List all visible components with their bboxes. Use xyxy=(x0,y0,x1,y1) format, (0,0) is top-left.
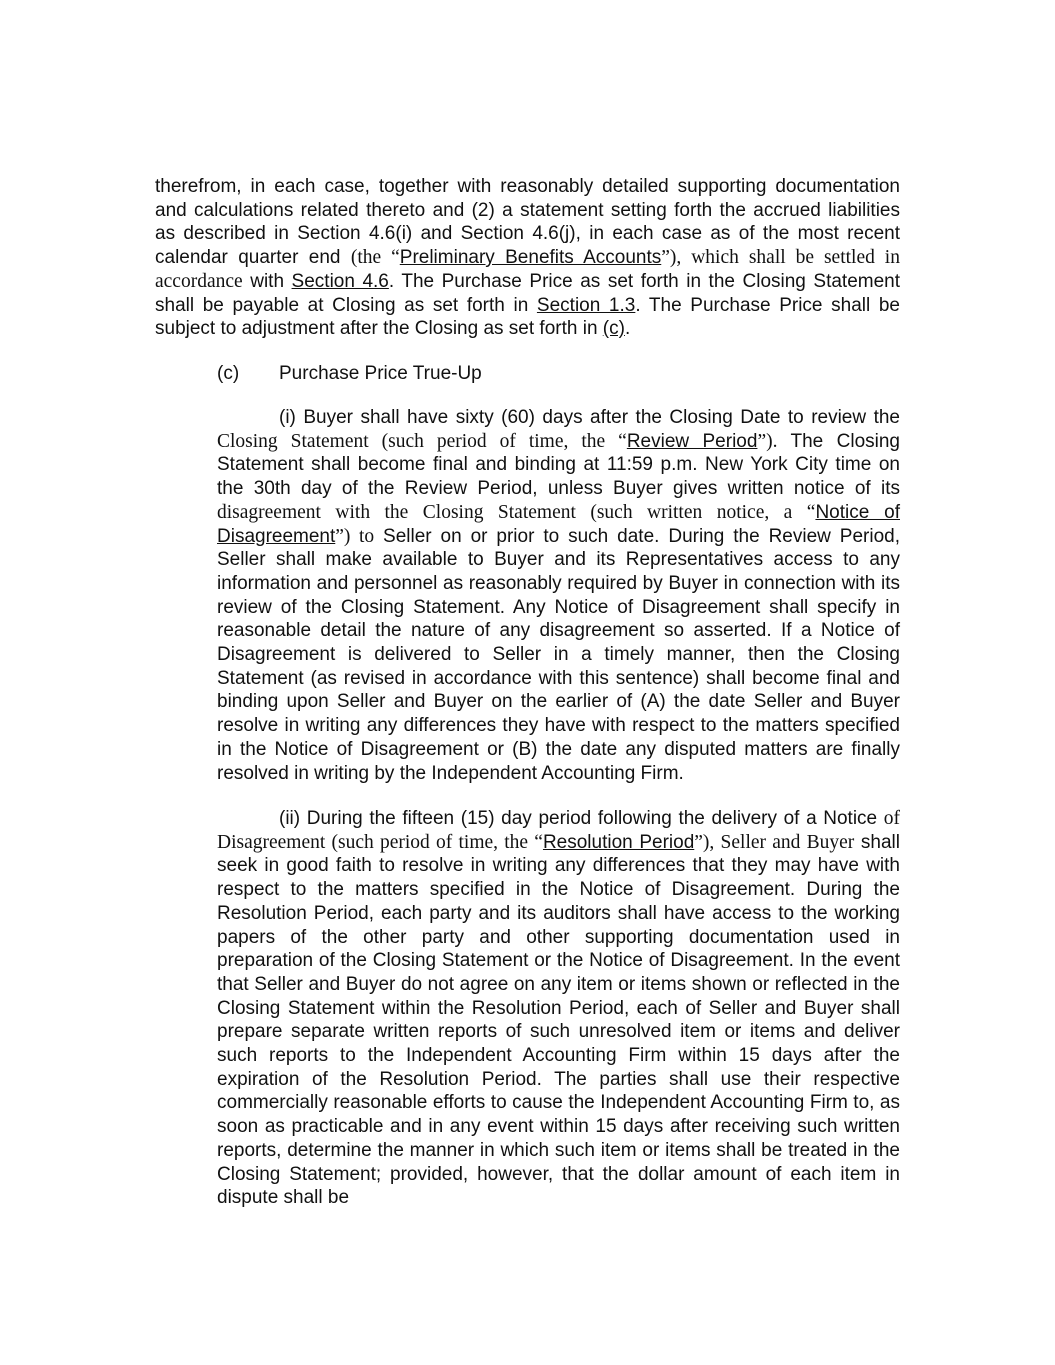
paragraph-review-period xyxy=(217,406,900,785)
paragraph-purchase-price xyxy=(155,175,900,341)
section-title: Purchase Price True-Up xyxy=(279,363,482,384)
text-run: (the “ xyxy=(350,247,400,269)
text-run: Closing Statement (such period of time, the “ xyxy=(217,430,627,452)
defined-term-preliminary-benefits-accounts: Preliminary Benefits Accounts xyxy=(399,247,662,269)
section-heading-c xyxy=(217,362,717,386)
text-run: . The Purchase Price shall be subject to adjustment after the Closing as set forth in xyxy=(155,294,900,340)
text-run: therefrom, in each case, together with reasonably detailed supporting documentation and calculations related thereto and (2) a statement setting forth the accrued liabilities as described in Section 4.6(i) and Section 4.6(j), in each case as of the most recent calendar quarter end xyxy=(155,176,900,269)
text-run: shall seek in good faith to resolve in writing any differences that they may have with respect to the matters specified in the Notice of Disagreement. During the Resolution Period, each party and its auditors shall have access to the working papers of the other party and other supporting documentation used in preparation of the Closing Statement or the Notice of Disagreement. In the event that Seller and Buyer do not agree on any item or items shown or reflected in the Closing Statement within the Resolution Period, each of Seller and Buyer shall prepare separate written reports of such unresolved item or items and deliver such reports to the Independent Accounting Firm within 15 days after the expiration of the Resolution Period. The parties shall use their respective commercially reasonable efforts to cause the Independent Accounting Firm to, as soon as practicable and in any event within 15 days after receiving such written reports, determine the manner in which such item or items shall be treated in the Closing Statement; provided, however, that the dollar amount of each item in dispute shall be xyxy=(217,831,900,1209)
text-run: (i) Buyer shall have sixty (60) days after the Closing Date to review the xyxy=(279,407,900,428)
text-run: of Disagreement (such period of time, the “ xyxy=(217,808,900,853)
defined-term-notice-of-disagreement: Notice of Disagreement xyxy=(217,501,900,547)
text-run: . The Purchase Price as set forth in the Closing Statement shall be payable at Closing as set forth in xyxy=(155,270,900,316)
section-reference-1-3: Section 1.3 xyxy=(536,294,636,316)
defined-term-review-period: Review Period xyxy=(626,430,758,452)
text-run: ”), which shall be settled in accordance xyxy=(155,247,900,292)
text-run: with xyxy=(242,270,292,292)
text-run: Seller on or prior to such date. During the Review Period, Seller shall make available to Buyer and its Representatives access to any information and personnel as reasonably required by Buyer in connection with its review of the Closing Statement. Any Notice of Disagreement shall specify in reasonable detail the nature of any disagreement so asserted. If a Notice of Disagreement is delivered to Seller in a timely manner, then the Closing Statement (as revised in accordance with this sentence) shall become final and binding upon Seller and Buyer on the earlier of (A) the date Seller and Buyer resolve in writing any differences they have with respect to the matters specified in the Notice of Disagreement or (B) the date any disputed matters are finally resolved in writing by the Independent Accounting Firm. xyxy=(217,525,900,784)
text-run: The Closing Statement shall become final and binding at 11:59 p.m. New York City time on the 30th day of the Review Period, unless Buyer gives written notice of its xyxy=(217,430,900,500)
section-reference-4-6: Section 4.6 xyxy=(291,270,389,292)
text-run: . xyxy=(624,318,631,340)
text-run: disagreement with the Closing Statement (such written notice, a “ xyxy=(217,501,816,523)
text-run: ”) to xyxy=(335,525,375,547)
section-number: (c) xyxy=(217,363,240,384)
text-run: ”). xyxy=(757,430,778,452)
text-run: ”), Seller and Buyer xyxy=(694,831,855,853)
defined-term-resolution-period: Resolution Period xyxy=(542,831,695,853)
text-run: (ii) During the fifteen (15) day period following the delivery of a Notice xyxy=(279,808,884,829)
section-reference-c: (c) xyxy=(602,318,625,340)
paragraph-resolution-period xyxy=(217,807,900,1210)
